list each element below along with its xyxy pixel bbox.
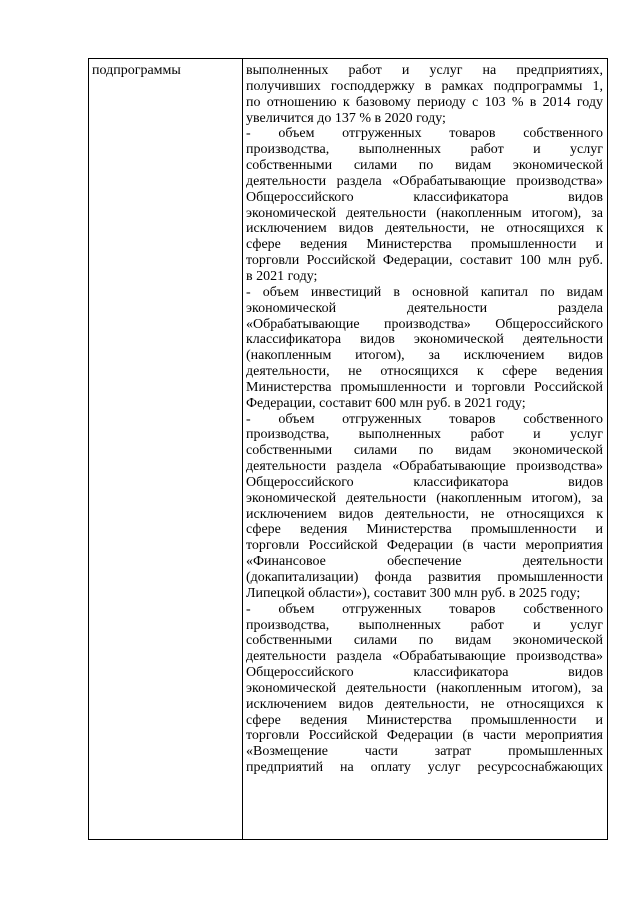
text-line: производства, выполненных работ и услуг — [246, 617, 603, 633]
text-line: деятельности раздела «Обрабатывающие производства» — [246, 459, 603, 475]
text-line: производства, выполненных работ и услуг — [246, 142, 603, 158]
text-line: торговли Российской Федерации (в части мероприятия — [246, 538, 603, 554]
text-line: по отношению к базовому периоду с 103 % в 2014 году — [246, 94, 603, 110]
text-line: собственными силами по видам экономической — [246, 633, 603, 649]
text-line: Общероссийского классификатора видов — [246, 665, 603, 681]
text-line: экономической деятельности раздела — [246, 300, 603, 316]
text-line: увеличится до 137 % в 2020 году; — [246, 110, 446, 126]
text-line: Федерации, составит 600 млн руб. в 2021 году; — [246, 395, 526, 411]
text-line: сфере ведения Министерства промышленности и — [246, 237, 603, 253]
text-line: деятельности раздела «Обрабатывающие производства» — [246, 649, 603, 665]
left-cell-label: подпрограммы — [92, 63, 181, 78]
text-line: экономической деятельности (накопленным итогом), за — [246, 205, 603, 221]
text-line: деятельности, не относящихся к сфере ведения — [246, 364, 603, 380]
text-line: деятельности раздела «Обрабатывающие производства» — [246, 173, 603, 189]
text-line: Общероссийского классификатора видов — [246, 189, 603, 205]
text-line: «Обрабатывающие производства» Общероссийского — [246, 316, 603, 332]
document-table — [88, 58, 608, 840]
text-line: - объем отгруженных товаров собственного — [246, 601, 603, 617]
text-line: торговли Российской Федерации, составит 100 млн руб. — [246, 253, 603, 269]
text-line: классификатора видов экономической деятельности — [246, 332, 603, 348]
text-line: «Финансовое обеспечение деятельности — [246, 554, 603, 570]
text-line: - объем инвестиций в основной капитал по видам — [246, 284, 603, 300]
text-line: исключением видов деятельности, не относящихся к — [246, 696, 603, 712]
text-line: в 2021 году; — [246, 268, 318, 284]
text-line: экономической деятельности (накопленным итогом), за — [246, 680, 603, 696]
right-cell-text — [246, 63, 603, 776]
text-line: сфере ведения Министерства промышленности и — [246, 522, 603, 538]
text-line: исключением видов деятельности, не относящихся к — [246, 221, 603, 237]
text-line: собственными силами по видам экономической — [246, 158, 603, 174]
text-line: - объем отгруженных товаров собственного — [246, 411, 603, 427]
text-line: предприятий на оплату услуг ресурсоснабжающих — [246, 760, 603, 776]
text-line: экономической деятельности (накопленным итогом), за — [246, 490, 603, 506]
text-line: производства, выполненных работ и услуг — [246, 427, 603, 443]
text-line: собственными силами по видам экономической — [246, 443, 603, 459]
text-line: (докапитализации) фонда развития промышленности — [246, 570, 603, 585]
text-line: «Возмещение части затрат промышленных — [246, 744, 603, 760]
text-line: Министерства промышленности и торговли Российской — [246, 379, 603, 395]
text-line: - объем отгруженных товаров собственного — [246, 126, 603, 142]
text-line: (накопленным итогом), за исключением видов — [246, 348, 603, 364]
text-line: сфере ведения Министерства промышленности и — [246, 712, 603, 728]
text-line: получивших господдержку в рамках подпрограммы 1, — [246, 78, 603, 94]
text-line: исключением видов деятельности, не относящихся к — [246, 506, 603, 522]
text-line: Общероссийского классификатора видов — [246, 474, 603, 490]
column-divider — [242, 59, 243, 839]
text-line: торговли Российской Федерации (в части мероприятия — [246, 728, 603, 744]
text-line: Липецкой области»), составит 300 млн руб. в 2025 году; — [246, 585, 581, 601]
text-line: выполненных работ и услуг на предприятиях, — [246, 63, 603, 78]
